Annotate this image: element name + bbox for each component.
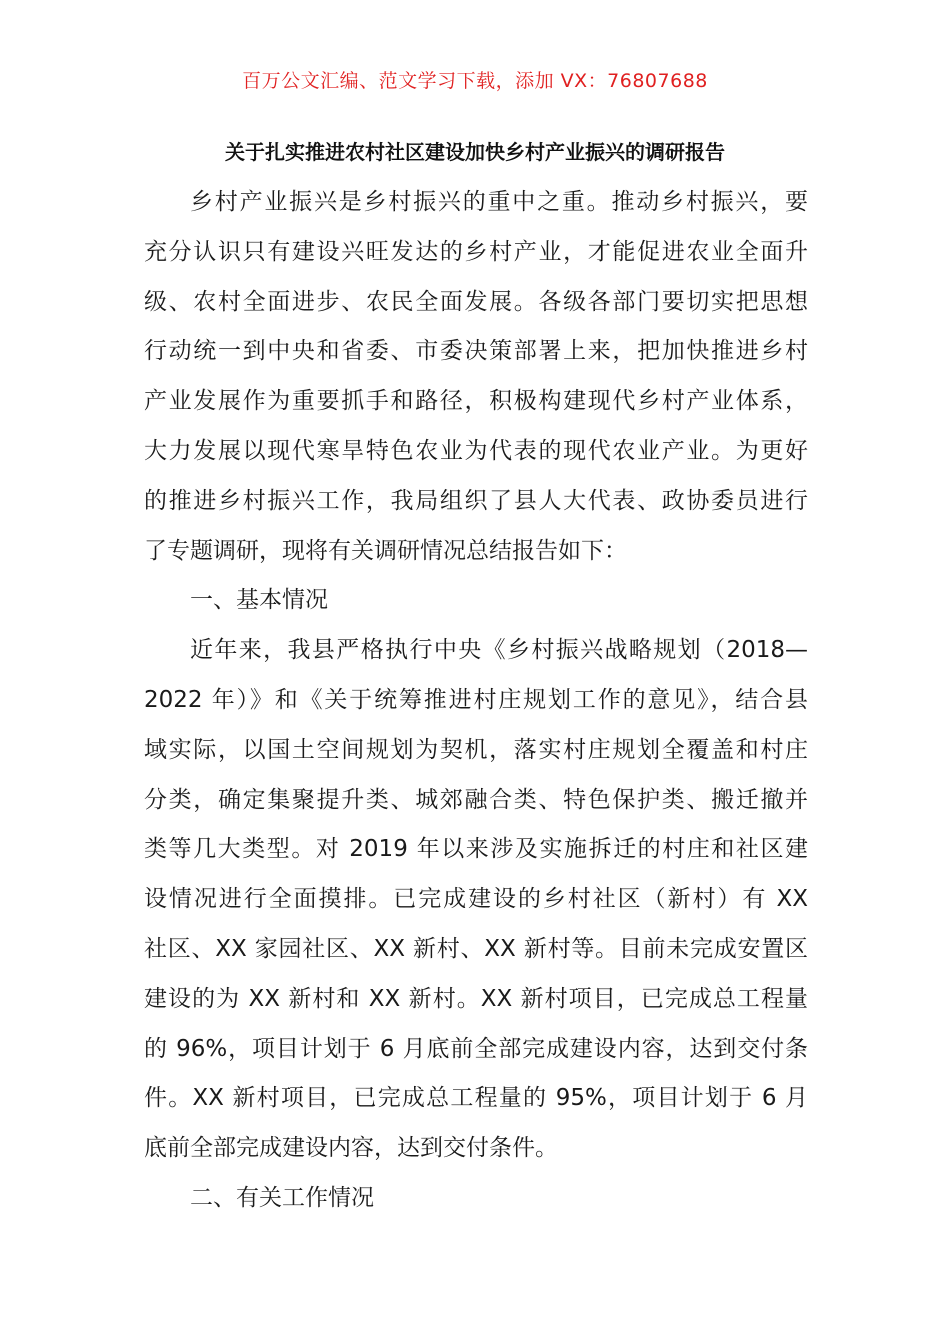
section-heading: 二、有关工作情况 (190, 1184, 374, 1211)
paragraph-line: 的 96%，项目计划于 6 月底前全部完成建设内容，达到交付条 (144, 1035, 808, 1062)
section-heading: 一、基本情况 (190, 587, 328, 614)
paragraph-line: 2022 年）》和《关于统筹推进村庄规划工作的意见》，结合县 (144, 686, 808, 713)
paragraph-line: 近年来，我县严格执行中央《乡村振兴战略规划（2018— (190, 637, 808, 664)
paragraph-line: 设情况进行全面摸排。已完成建设的乡村社区（新村）有 XX (144, 886, 808, 913)
paragraph-line: 充分认识只有建设兴旺发达的乡村产业，才能促进农业全面升 (144, 238, 808, 265)
paragraph-line: 底前全部完成建设内容，达到交付条件。 (144, 1135, 558, 1162)
watermark-header: 百万公文汇编、范文学习下载，添加 VX：76807688 (242, 70, 708, 92)
paragraph-line: 产业发展作为重要抓手和路径，积极构建现代乡村产业体系， (144, 388, 808, 415)
paragraph-line: 建设的为 XX 新村和 XX 新村。XX 新村项目，已完成总工程量 (144, 985, 808, 1012)
paragraph-line: 级、农村全面进步、农民全面发展。各级各部门要切实把思想 (144, 288, 808, 315)
paragraph-line: 行动统一到中央和省委、市委决策部署上来，把加快推进乡村 (144, 338, 808, 365)
paragraph-line: 乡村产业振兴是乡村振兴的重中之重。推动乡村振兴，要 (190, 189, 808, 215)
paragraph-line: 社区、XX 家园社区、XX 新村、XX 新村等。目前未完成安置区 (144, 935, 808, 962)
paragraph-line: 件。XX 新村项目，已完成总工程量的 95%，项目计划于 6 月 (144, 1085, 808, 1112)
paragraph-line: 了专题调研，现将有关调研情况总结报告如下： (144, 537, 627, 564)
document-body (144, 178, 808, 1224)
paragraph-line: 分类，确定集聚提升类、城郊融合类、特色保护类、搬迁撤并 (144, 786, 808, 813)
page-title: 关于扎实推进农村社区建设加快乡村产业振兴的调研报告 (225, 140, 725, 164)
paragraph-line: 域实际，以国土空间规划为契机，落实村庄规划全覆盖和村庄 (144, 736, 808, 763)
paragraph-line: 的推进乡村振兴工作，我局组织了县人大代表、政协委员进行 (144, 487, 808, 514)
paragraph-line: 类等几大类型。对 2019 年以来涉及实施拆迁的村庄和社区建 (144, 836, 808, 863)
paragraph-line: 大力发展以现代寒旱特色农业为代表的现代农业产业。为更好 (144, 437, 808, 464)
